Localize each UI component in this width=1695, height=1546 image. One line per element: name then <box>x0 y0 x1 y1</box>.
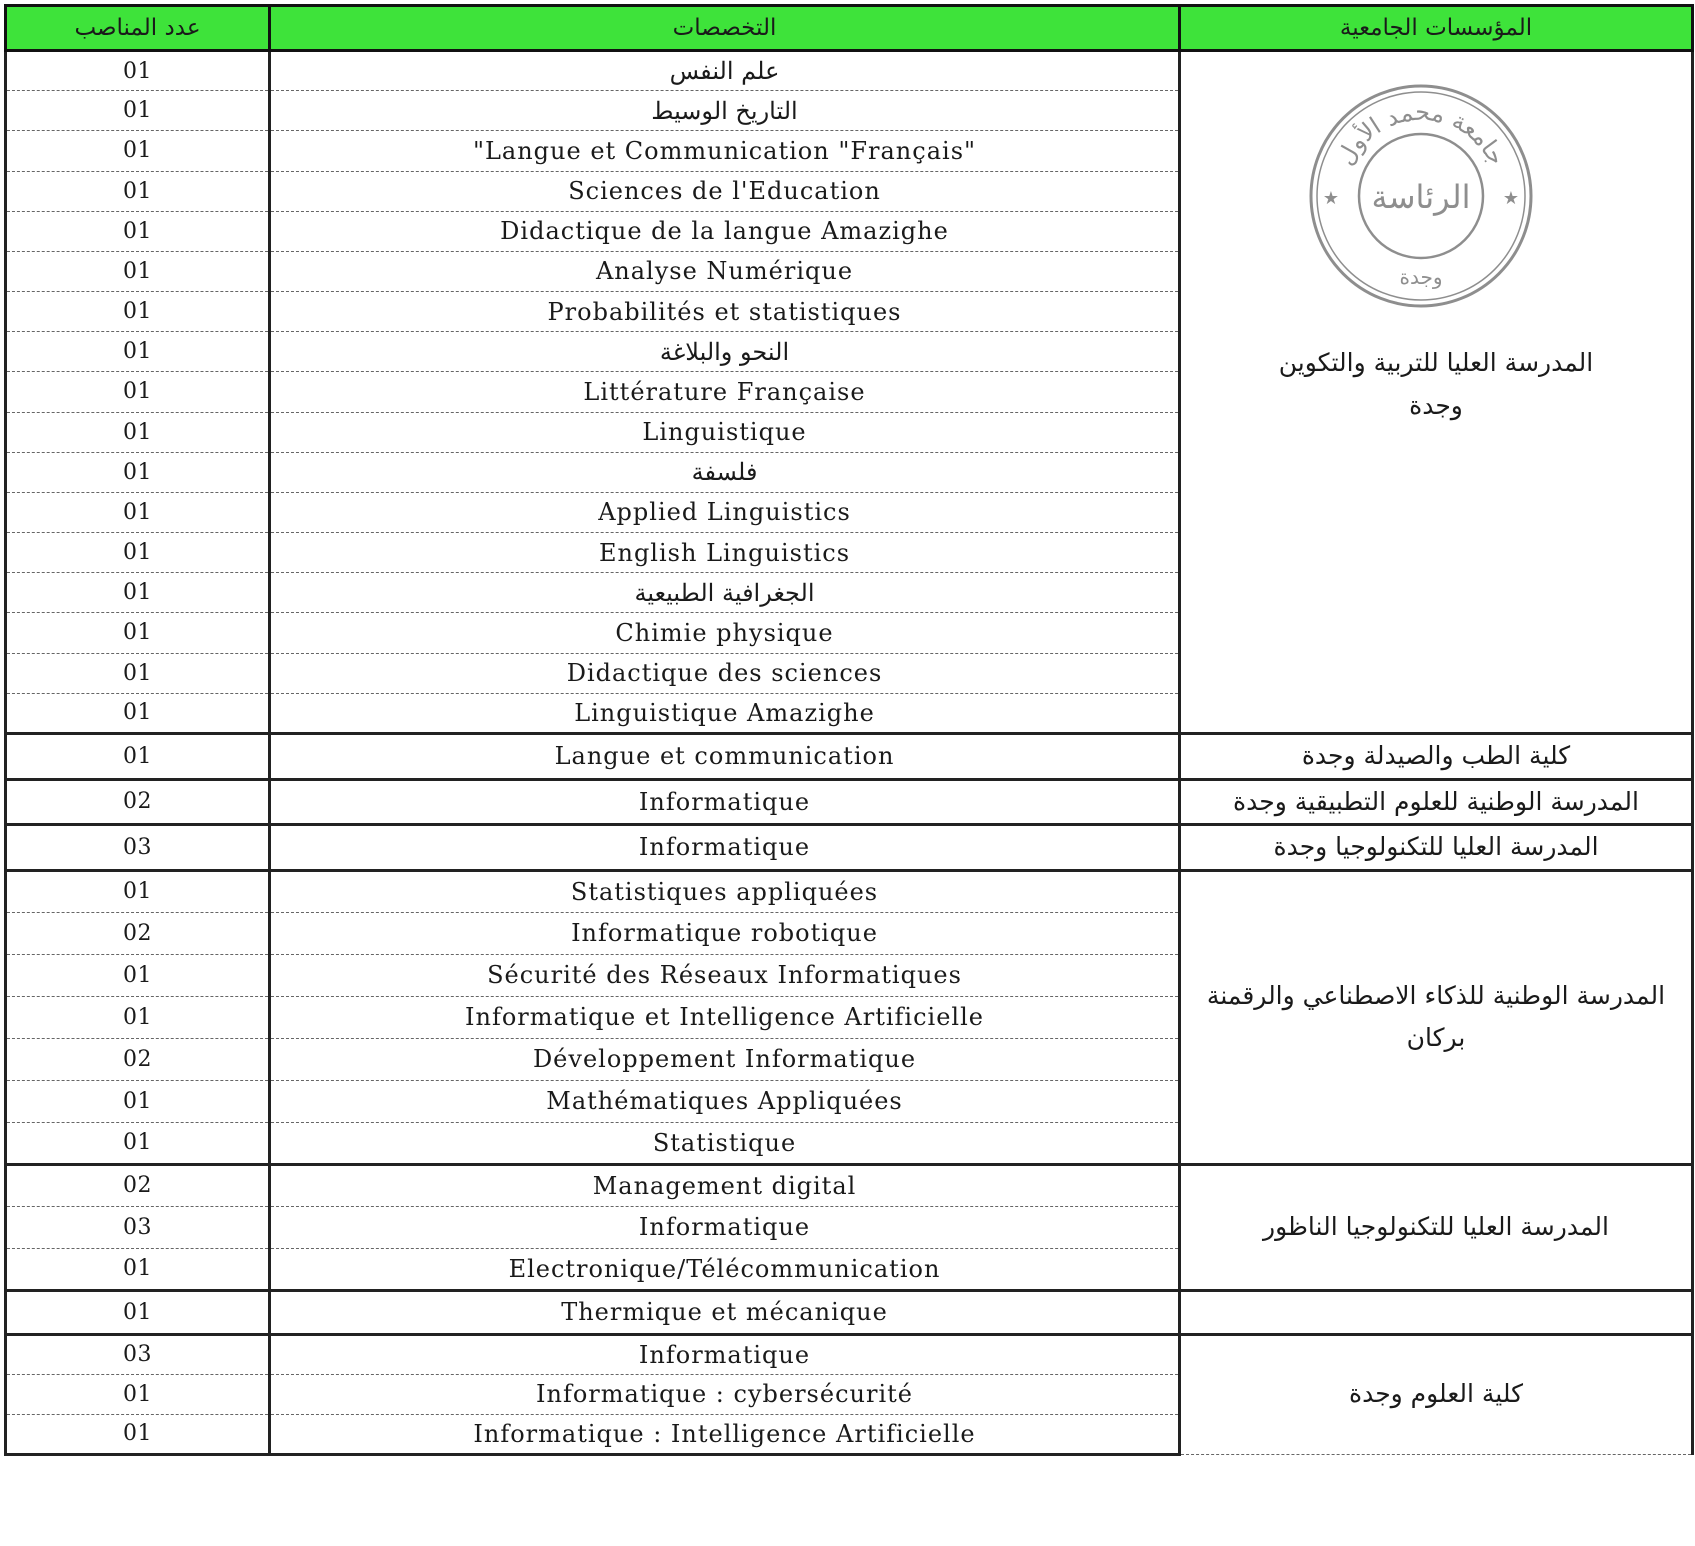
stamp-center-text: الرئاسة <box>1371 178 1471 216</box>
specialty-cell: Analyse Numérique <box>270 251 1180 291</box>
specialty-cell: Littérature Française <box>270 372 1180 412</box>
post-count: 01 <box>6 1414 270 1454</box>
specialty-cell: الجغرافية الطبيعية <box>270 573 1180 613</box>
institution-cell <box>1180 734 1693 780</box>
table-row <box>6 51 1693 91</box>
post-count: 02 <box>6 1164 270 1206</box>
post-count: 01 <box>6 613 270 653</box>
positions-table <box>4 4 1694 1456</box>
specialty-cell: Linguistique <box>270 412 1180 452</box>
post-count: 01 <box>6 1080 270 1122</box>
post-count: 02 <box>6 912 270 954</box>
post-count: 01 <box>6 292 270 332</box>
specialty-cell: Statistiques appliquées <box>270 870 1180 912</box>
post-count: 01 <box>6 211 270 251</box>
post-count: 01 <box>6 1248 270 1290</box>
header-institution: المؤسسات الجامعية <box>1180 6 1693 51</box>
post-count: 01 <box>6 996 270 1038</box>
table-row <box>6 825 1693 871</box>
stamp-star-left: ★ <box>1322 188 1340 209</box>
specialty-cell: Linguistique Amazighe <box>270 693 1180 733</box>
specialty-cell: Sécurité des Réseaux Informatiques <box>270 954 1180 996</box>
specialty-cell: Informatique <box>270 1334 1180 1374</box>
specialty-cell: Didactique de la langue Amazighe <box>270 211 1180 251</box>
institution-name: المدرسة العليا للتكنولوجيا الناظور <box>1263 1211 1609 1241</box>
header-count: عدد المناصب <box>6 6 270 51</box>
post-count: 03 <box>6 1334 270 1374</box>
institution-cell <box>1180 825 1693 871</box>
post-count: 01 <box>6 954 270 996</box>
specialty-cell: Informatique : Intelligence Artificielle <box>270 1414 1180 1454</box>
institution-name: المدرسة العليا للتكنولوجيا وجدة <box>1273 832 1599 861</box>
specialty-cell: النحو والبلاغة <box>270 332 1180 372</box>
post-count: 02 <box>6 779 270 825</box>
institution-name: المدرسة الوطنية للعلوم التطبيقية وجدة <box>1233 786 1639 816</box>
table-row <box>6 1290 1693 1334</box>
institution-cell <box>1180 51 1693 734</box>
specialty-cell: Développement Informatique <box>270 1038 1180 1080</box>
specialty-cell: Informatique <box>270 825 1180 871</box>
specialty-cell: التاريخ الوسيط <box>270 91 1180 131</box>
specialty-cell: Informatique et Intelligence Artificielle <box>270 996 1180 1038</box>
post-count: 02 <box>6 1038 270 1080</box>
post-count: 01 <box>6 412 270 452</box>
post-count: 03 <box>6 1206 270 1248</box>
specialty-cell: علم النفس <box>270 51 1180 91</box>
post-count: 01 <box>6 131 270 171</box>
post-count: 01 <box>6 870 270 912</box>
post-count: 01 <box>6 332 270 372</box>
post-count: 03 <box>6 825 270 871</box>
specialty-cell: Thermique et mécanique <box>270 1290 1180 1334</box>
institution-cell <box>1180 870 1693 1164</box>
specialty-cell: Langue et communication <box>270 734 1180 780</box>
post-count: 01 <box>6 1122 270 1164</box>
post-count: 01 <box>6 533 270 573</box>
post-count: 01 <box>6 452 270 492</box>
institution-name: المدرسة العليا للتربية والتكوين وجدة <box>1278 348 1594 420</box>
post-count: 01 <box>6 251 270 291</box>
post-count: 01 <box>6 91 270 131</box>
post-count: 01 <box>6 653 270 693</box>
specialty-cell: Informatique : cybersécurité <box>270 1374 1180 1414</box>
table-row <box>6 779 1693 825</box>
post-count: 01 <box>6 372 270 412</box>
specialty-cell: Electronique/Télécommunication <box>270 1248 1180 1290</box>
specialty-cell: Statistique <box>270 1122 1180 1164</box>
table-row <box>6 1334 1693 1374</box>
institution-cell <box>1180 1290 1693 1334</box>
table-row <box>6 870 1693 912</box>
header-row <box>6 6 1693 51</box>
specialty-cell: Probabilités et statistiques <box>270 292 1180 332</box>
specialty-cell: Mathématiques Appliquées <box>270 1080 1180 1122</box>
header-specialty: التخصصات <box>270 6 1180 51</box>
institution-cell <box>1180 779 1693 825</box>
post-count: 01 <box>6 492 270 532</box>
specialty-cell: Management digital <box>270 1164 1180 1206</box>
specialty-cell: Informatique robotique <box>270 912 1180 954</box>
post-count: 01 <box>6 1374 270 1414</box>
specialty-cell: Sciences de l'Education <box>270 171 1180 211</box>
institution-cell <box>1180 1334 1693 1454</box>
specialty-cell: Chimie physique <box>270 613 1180 653</box>
institution-name: المدرسة الوطنية للذكاء الاصطناعي والرقمنة بركان <box>1206 980 1666 1052</box>
post-count: 01 <box>6 51 270 91</box>
official-stamp <box>1305 80 1537 312</box>
post-count: 01 <box>6 1290 270 1334</box>
specialty-cell: Informatique <box>270 1206 1180 1248</box>
post-count: 01 <box>6 171 270 211</box>
specialty-cell: Informatique <box>270 779 1180 825</box>
table-body <box>6 51 1693 1455</box>
specialty-cell: "Langue et Communication "Français" <box>270 131 1180 171</box>
specialty-cell: Didactique des sciences <box>270 653 1180 693</box>
table-row <box>6 734 1693 780</box>
specialty-cell: English Linguistics <box>270 533 1180 573</box>
post-count: 01 <box>6 734 270 780</box>
specialty-cell: Applied Linguistics <box>270 492 1180 532</box>
stamp-star-right: ★ <box>1502 188 1520 209</box>
post-count: 01 <box>6 693 270 733</box>
post-count: 01 <box>6 573 270 613</box>
stamp-outer-text: جامعة محمد الأول <box>1331 97 1512 170</box>
table-row <box>6 1164 1693 1206</box>
stamp-bottom-text: وجدة <box>1399 265 1443 289</box>
institution-name: كلية العلوم وجدة <box>1348 1379 1524 1409</box>
institution-cell <box>1180 1164 1693 1290</box>
institution-name: كلية الطب والصيدلة وجدة <box>1301 741 1571 770</box>
specialty-cell: فلسفة <box>270 452 1180 492</box>
